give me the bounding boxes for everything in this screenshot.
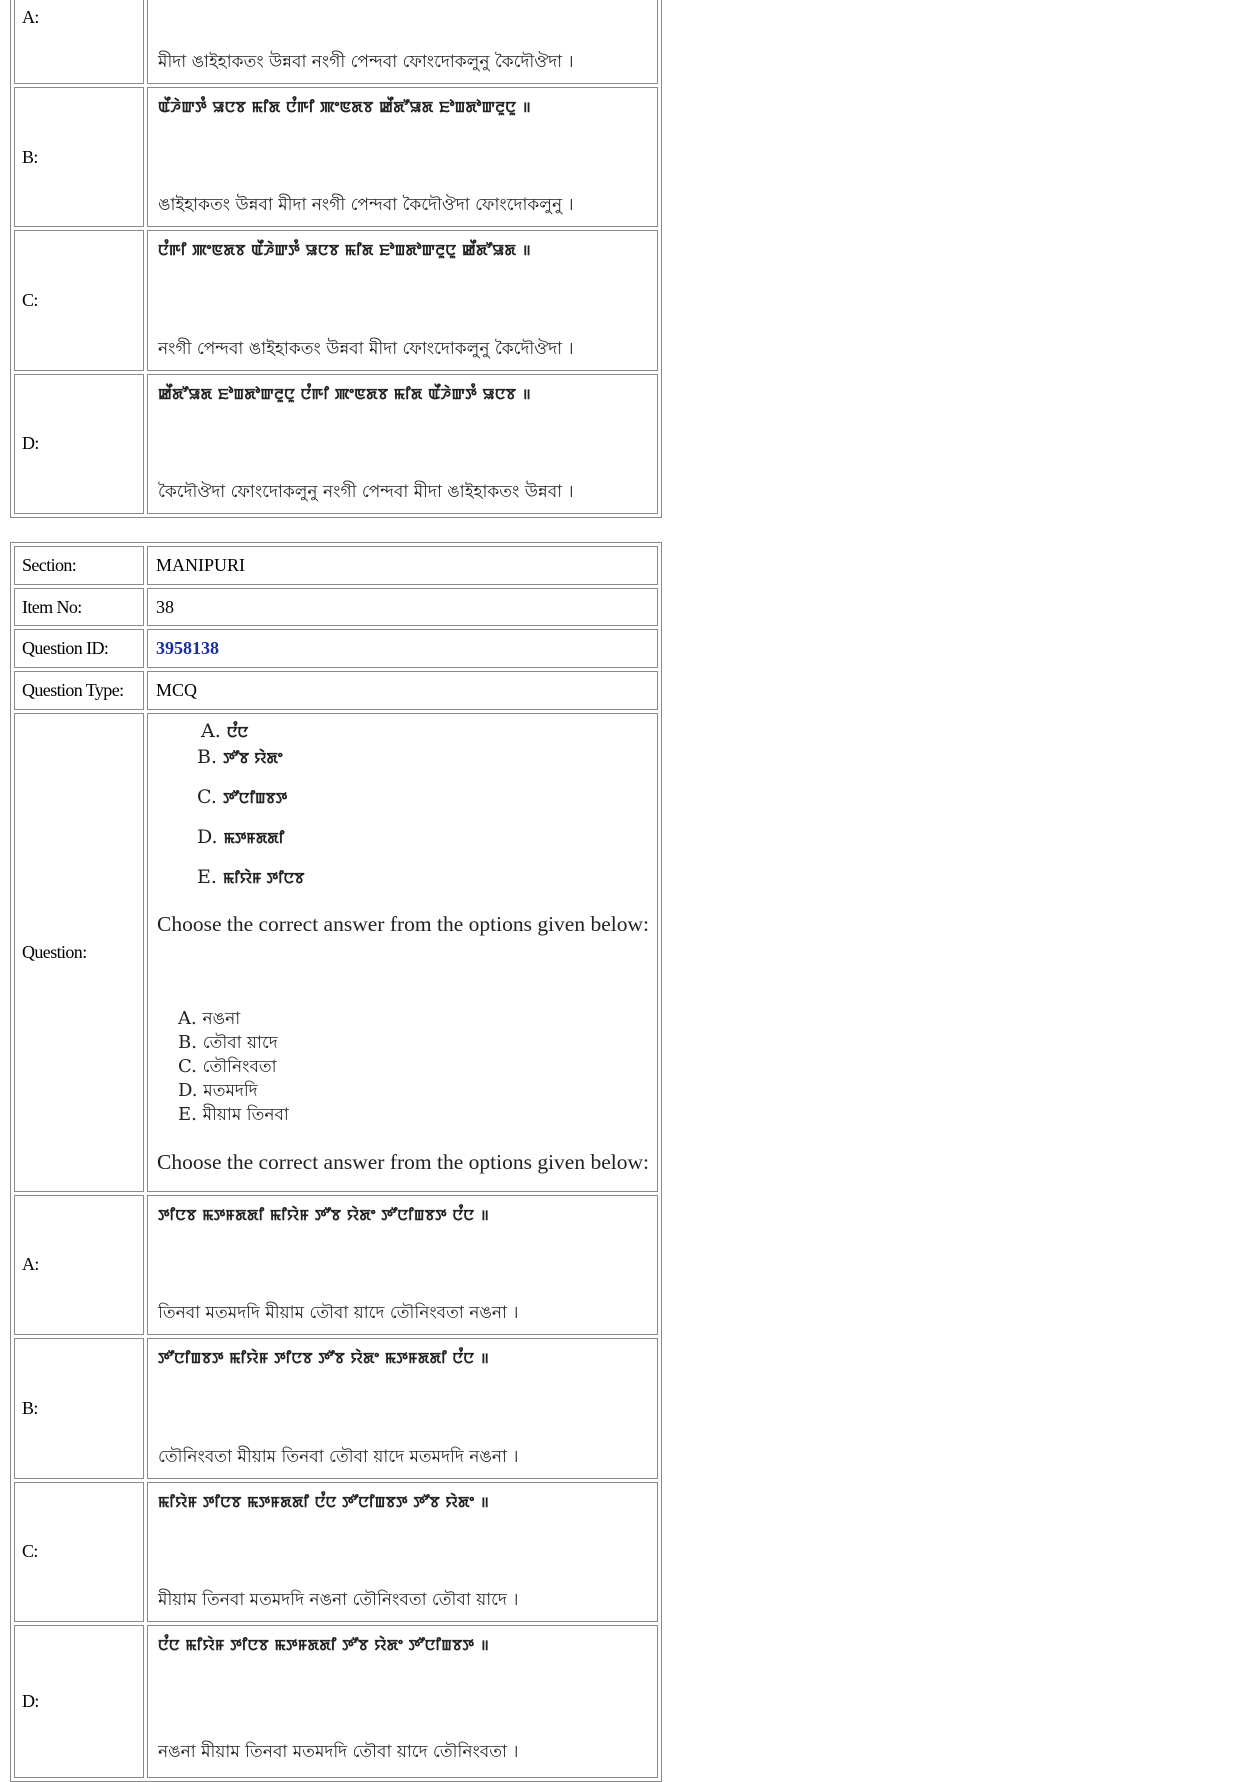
option-a-bengali-text: মীদা ঙাইহাকতং উন্নবা নংগী পেন্দবা ফোংদোকলুনু কৈদৌঔদা । — [158, 52, 574, 73]
option-b-label: B: — [14, 87, 144, 227]
option-a-meitei-text: ꯇꯤꯅꯕ ꯃꯇꯝꯗꯗꯤ ꯃꯤꯌꯥꯝ ꯇꯧꯕ ꯌꯥꯗꯦ ꯇꯧꯅꯤꯡꯕꯇ ꯅꯪꯅ ॥ — [158, 1205, 490, 1224]
option-c-bengali-text: নংগী পেন্দবা ঙাইহাকতং উন্নবা মীদা ফোংদোকলুনু কৈদৌঔদা । — [158, 338, 574, 359]
question-id-label: Question ID: — [14, 629, 144, 668]
option-d-bengali-text: নঙনা মীয়াম তিনবা মতমদদি তৌবা য়াদে তৌনিংবতা । — [158, 1742, 519, 1762]
meitei-list-item-b: B. ꯇꯧꯕ ꯌꯥꯗꯦ — [197, 745, 283, 768]
option-c-bengali-text: মীয়াম তিনবা মতমদদি নঙনা তৌনিংবতা তৌবা য়াদে । — [158, 1590, 519, 1611]
bengali-list-item-a: A. নঙনা — [178, 1007, 241, 1029]
option-c-meitei-text: ꯃꯤꯌꯥꯝ ꯇꯤꯅꯕ ꯃꯇꯝꯗꯗꯤ ꯅꯪꯅ ꯇꯧꯅꯤꯡꯕꯇ ꯇꯧꯕ ꯌꯥꯗꯦ ॥ — [158, 1492, 490, 1511]
option-c-label: C: — [14, 1482, 144, 1623]
bengali-list-item-b: B. তৌবা য়াদে — [178, 1031, 278, 1053]
option-b-bengali-text: ঙাইহাকতং উন্নবা মীদা নংগী পেন্দবা কৈদৌঔদা ফোংদোকলুনু । — [158, 195, 574, 216]
option-d-meitei-text: ꯅꯪꯅ ꯃꯤꯌꯥꯝ ꯇꯤꯅꯕ ꯃꯇꯝꯗꯗꯤ ꯇꯧꯕ ꯌꯥꯗꯦ ꯇꯧꯅꯤꯡꯕꯇ ॥ — [158, 1636, 490, 1655]
meitei-list-item-c: C. ꯇꯧꯅꯤꯡꯕꯇ — [197, 785, 288, 808]
question-label: Question: — [14, 713, 144, 1192]
item-no-label: Item No: — [14, 588, 144, 627]
bengali-list-item-d: D. মতমদদি — [178, 1079, 258, 1101]
question-table — [10, 542, 662, 1782]
option-c-content — [147, 230, 658, 370]
option-b-bengali-text: তৌনিংবতা মীয়াম তিনবা তৌবা য়াদে মতমদদি নঙনা । — [158, 1446, 519, 1467]
option-c-meitei-text: ꯅꯪꯒꯤ ꯄꯦꯟꯗꯕ ꯑꯩꯍꯥꯛꯇꯪ ꯎꯅꯕ ꯃꯤꯗ ꯐꯣꯡꯗꯣꯛꯂꯨꯅꯨ ꯀꯩꯗꯧꯎꯗ ॥ — [158, 241, 532, 260]
item-no-value: 38 — [147, 588, 658, 627]
meitei-list-item-d: D. ꯃꯇꯝꯗꯗꯤ — [197, 825, 285, 848]
choose-instruction-1: Choose the correct answer from the options given below: — [157, 911, 649, 936]
bengali-list-item-e: E. মীয়াম তিনবা — [178, 1103, 289, 1125]
option-b-meitei-text: ꯑꯩꯍꯥꯛꯇꯪ ꯎꯅꯕ ꯃꯤꯗ ꯅꯪꯒꯤ ꯄꯦꯟꯗꯕ ꯀꯩꯗꯧꯎꯗ ꯐꯣꯡꯗꯣꯛꯂꯨꯅꯨ ॥ — [158, 98, 532, 117]
option-d-meitei-text: ꯀꯩꯗꯧꯎꯗ ꯐꯣꯡꯗꯣꯛꯂꯨꯅꯨ ꯅꯪꯒꯤ ꯄꯦꯟꯗꯕ ꯃꯤꯗ ꯑꯩꯍꯥꯛꯇꯪ ꯎꯅꯕ ॥ — [158, 384, 532, 403]
option-a-bengali-text: তিনবা মতমদদি মীয়াম তৌবা য়াদে তৌনিংবতা নঙনা । — [158, 1303, 519, 1324]
option-d-content — [147, 1625, 658, 1778]
option-d-label: D: — [14, 1625, 144, 1778]
previous-question-table — [10, 0, 662, 518]
question-id-value: 3958138 — [147, 629, 658, 668]
option-b-label: B: — [14, 1338, 144, 1479]
meitei-list-item-a: A. ꯅꯪꯅ — [201, 719, 249, 742]
option-b-content — [147, 87, 658, 227]
question-type-label: Question Type: — [14, 671, 144, 710]
section-value: MANIPURI — [147, 546, 658, 585]
option-a-label: A: — [14, 0, 144, 84]
option-a-content — [147, 0, 658, 84]
option-b-meitei-text: ꯇꯧꯅꯤꯡꯕꯇ ꯃꯤꯌꯥꯝ ꯇꯤꯅꯕ ꯇꯧꯕ ꯌꯥꯗꯦ ꯃꯇꯝꯗꯗꯤ ꯅꯪꯅ ॥ — [158, 1349, 490, 1368]
option-d-bengali-text: কৈদৌঔদা ফোংদোকলুনু নংগী পেন্দবা মীদা ঙাইহাকতং উন্নবা । — [158, 482, 574, 502]
option-a-label: A: — [14, 1195, 144, 1336]
question-type-value: MCQ — [147, 671, 658, 710]
option-a-content — [147, 1195, 658, 1336]
option-c-content — [147, 1482, 658, 1623]
meitei-list-item-e: E. ꯃꯤꯌꯥꯝ ꯇꯤꯅꯕ — [197, 865, 305, 888]
bengali-list-item-c: C. তৌনিংবতা — [178, 1055, 277, 1077]
option-d-content — [147, 374, 658, 514]
question-content — [147, 713, 658, 1192]
section-label: Section: — [14, 546, 144, 585]
option-d-label: D: — [14, 374, 144, 514]
option-c-label: C: — [14, 230, 144, 370]
option-b-content — [147, 1338, 658, 1479]
choose-instruction-2: Choose the correct answer from the options given below: — [157, 1149, 649, 1174]
